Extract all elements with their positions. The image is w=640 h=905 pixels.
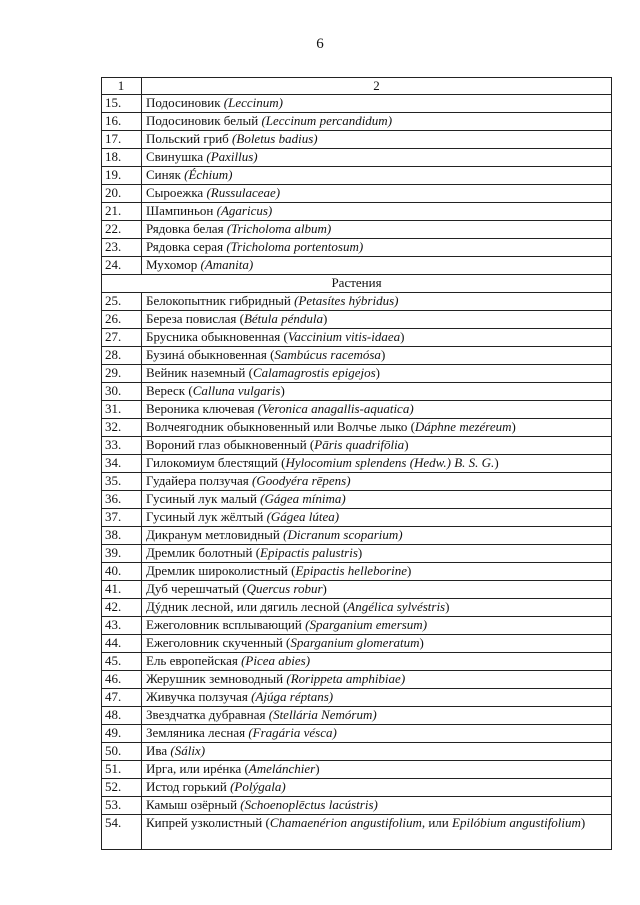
name-separator: , или — [421, 815, 452, 830]
latin-name: (Polýgala) — [230, 779, 286, 794]
latin-name: (Leccinum) — [223, 95, 283, 110]
latin-name: (Leccinum percandidum) — [261, 113, 393, 128]
table-row — [102, 815, 612, 850]
species-name-cell — [142, 149, 612, 167]
latin-name: Quercus robur — [246, 581, 323, 596]
latin-name: (Veronica anagallis-aquatica) — [257, 401, 414, 416]
table-row — [102, 329, 612, 347]
latin-name: (Ajúga réptans) — [251, 689, 334, 704]
name-suffix: ) — [375, 365, 380, 380]
latin-name: (Schoenoplēctus lacústris) — [240, 797, 378, 812]
table-row — [102, 671, 612, 689]
common-name: Белокопытник гибридный — [146, 293, 295, 308]
latin-name: Sparganium glomeratum — [290, 635, 420, 650]
common-name: Бузинá обыкновенная ( — [146, 347, 275, 362]
common-name: Вейник наземный ( — [146, 365, 253, 380]
common-name: Мухомор — [146, 257, 201, 272]
species-name-cell — [142, 239, 612, 257]
latin-name-alt: Epilóbium angustifolium — [452, 815, 581, 830]
name-suffix: ) — [357, 545, 363, 560]
latin-name: (Échium) — [184, 167, 233, 182]
row-number: 41. — [102, 581, 142, 599]
latin-name: (Rorippeta amphibiae) — [286, 671, 406, 686]
table-row — [102, 707, 612, 725]
name-suffix: ) — [445, 599, 450, 614]
species-name-cell — [142, 185, 612, 203]
table-row — [102, 653, 612, 671]
table-row — [102, 689, 612, 707]
row-number: 40. — [102, 563, 142, 581]
common-name: Земляника лесная — [146, 725, 249, 740]
table-row — [102, 617, 612, 635]
common-name: Гусиный лук жёлтый — [146, 509, 267, 524]
latin-name: Pāris quadrifōlia — [314, 437, 405, 452]
species-name-cell — [142, 581, 612, 599]
common-name: Жерушник земноводный — [146, 671, 287, 686]
row-number: 44. — [102, 635, 142, 653]
latin-name: (Tricholoma album) — [226, 221, 332, 236]
table-row — [102, 491, 612, 509]
table-row — [102, 581, 612, 599]
latin-name: Angélica sylvéstris — [347, 599, 446, 614]
table-row — [102, 239, 612, 257]
common-name: Дремлик широколистный ( — [146, 563, 296, 578]
species-name-cell — [142, 131, 612, 149]
common-name: Береза повислая ( — [146, 311, 244, 326]
latin-name: (Boletus badius) — [232, 131, 318, 146]
common-name: Свинушка — [146, 149, 207, 164]
name-suffix: ) — [380, 347, 386, 362]
row-number: 28. — [102, 347, 142, 365]
row-number: 18. — [102, 149, 142, 167]
row-number: 15. — [102, 95, 142, 113]
row-number: 30. — [102, 383, 142, 401]
common-name: Ежеголовник всплывающий — [146, 617, 306, 632]
latin-name: (Goodyéra rēpens) — [252, 473, 351, 488]
latin-name: Calluna vulgaris — [192, 383, 281, 398]
row-number: 52. — [102, 779, 142, 797]
species-name-cell — [142, 599, 612, 617]
common-name: Вероника ключевая — [146, 401, 258, 416]
common-name: Камыш озёрный — [146, 797, 241, 812]
table-row — [102, 635, 612, 653]
name-suffix: ) — [280, 383, 285, 398]
row-number: 17. — [102, 131, 142, 149]
row-number: 16. — [102, 113, 142, 131]
common-name: Вереск ( — [146, 383, 193, 398]
latin-name: (Stellária Nemórum) — [268, 707, 377, 722]
species-name-cell — [142, 725, 612, 743]
row-number: 46. — [102, 671, 142, 689]
latin-name: (Petasítes hýbridus) — [294, 293, 399, 308]
species-name-cell — [142, 617, 612, 635]
name-suffix: ) — [494, 455, 499, 470]
table-row — [102, 437, 612, 455]
common-name: Волчеягодник обыкновенный или Волчье лыко ( — [146, 419, 415, 434]
latin-name: (Sálix) — [170, 743, 206, 758]
species-name-cell — [142, 761, 612, 779]
row-number: 31. — [102, 401, 142, 419]
table-row — [102, 113, 612, 131]
row-number: 23. — [102, 239, 142, 257]
table-row — [102, 347, 612, 365]
table-row — [102, 221, 612, 239]
latin-name: (Gágea mínima) — [260, 491, 346, 506]
species-name-cell — [142, 815, 612, 850]
table-row — [102, 185, 612, 203]
common-name: Живучка ползучая — [146, 689, 252, 704]
common-name: Гусиный лук малый — [146, 491, 261, 506]
row-number: 21. — [102, 203, 142, 221]
row-number: 43. — [102, 617, 142, 635]
latin-name: Sambúcus racemósa — [274, 347, 381, 362]
common-name: Ива — [146, 743, 171, 758]
latin-name: Epipactis palustris — [260, 545, 358, 560]
row-number: 27. — [102, 329, 142, 347]
species-name-cell — [142, 473, 612, 491]
table-row — [102, 383, 612, 401]
species-name-cell — [142, 383, 612, 401]
common-name: Дикранум метловидный — [146, 527, 284, 542]
table-row — [102, 149, 612, 167]
row-number: 47. — [102, 689, 142, 707]
species-name-cell — [142, 257, 612, 275]
row-number: 32. — [102, 419, 142, 437]
table-header-row — [102, 78, 612, 95]
row-number: 33. — [102, 437, 142, 455]
common-name: Дремлик болотный ( — [146, 545, 261, 560]
table-row — [102, 527, 612, 545]
row-number: 25. — [102, 293, 142, 311]
common-name: Сыроежка — [146, 185, 207, 200]
table-row — [102, 761, 612, 779]
species-table — [101, 77, 612, 850]
latin-name: Amelánchier — [248, 761, 316, 776]
table-row — [102, 167, 612, 185]
row-number: 54. — [102, 815, 142, 850]
row-number: 26. — [102, 311, 142, 329]
species-name-cell — [142, 329, 612, 347]
row-number: 22. — [102, 221, 142, 239]
table-row — [102, 419, 612, 437]
row-number: 34. — [102, 455, 142, 473]
row-number: 36. — [102, 491, 142, 509]
common-name: Рядовка серая — [146, 239, 227, 254]
common-name: Вороний глаз обыкновенный ( — [146, 437, 315, 452]
section-row — [102, 275, 612, 293]
row-number: 48. — [102, 707, 142, 725]
common-name: Истод горький — [146, 779, 231, 794]
row-number: 24. — [102, 257, 142, 275]
latin-name: Epipactis helleborine — [295, 563, 408, 578]
species-name-cell — [142, 401, 612, 419]
row-number: 37. — [102, 509, 142, 527]
latin-name: Calamagrostis epigejos — [252, 365, 376, 380]
species-name-cell — [142, 797, 612, 815]
table-row — [102, 401, 612, 419]
latin-name: (Paxillus) — [206, 149, 258, 164]
species-name-cell — [142, 419, 612, 437]
latin-name: (Dicranum scoparium) — [283, 527, 403, 542]
latin-name: (Gágea lútea) — [266, 509, 340, 524]
table-row — [102, 203, 612, 221]
common-name: Польский гриб — [146, 131, 233, 146]
species-name-cell — [142, 347, 612, 365]
common-name: Брусника обыкновенная ( — [146, 329, 288, 344]
species-name-cell — [142, 365, 612, 383]
species-name-cell — [142, 545, 612, 563]
common-name: Ежеголовник скученный ( — [146, 635, 291, 650]
species-name-cell — [142, 743, 612, 761]
row-number: 49. — [102, 725, 142, 743]
latin-name: (Russulaceae) — [206, 185, 281, 200]
common-name: Дýдник лесной, или дягиль лесной ( — [146, 599, 348, 614]
species-name-cell — [142, 563, 612, 581]
section-title: Растения — [102, 275, 612, 293]
species-name-cell — [142, 635, 612, 653]
row-number: 39. — [102, 545, 142, 563]
species-name-cell — [142, 167, 612, 185]
table-row — [102, 455, 612, 473]
common-name: Гилокомиум блестящий ( — [146, 455, 286, 470]
common-name: Синяк — [146, 167, 185, 182]
common-name: Кипрей узколистный ( — [146, 815, 270, 830]
header-col-2: 2 — [142, 78, 612, 95]
name-suffix: ) — [580, 815, 586, 830]
row-number: 53. — [102, 797, 142, 815]
table-row — [102, 599, 612, 617]
row-number: 35. — [102, 473, 142, 491]
name-suffix: ) — [322, 581, 327, 596]
table-row — [102, 545, 612, 563]
row-number: 20. — [102, 185, 142, 203]
row-number: 42. — [102, 599, 142, 617]
name-suffix: ) — [400, 329, 405, 344]
table-row — [102, 725, 612, 743]
latin-name: Bétula péndula — [243, 311, 324, 326]
table-row — [102, 509, 612, 527]
common-name: Рядовка белая — [146, 221, 227, 236]
species-name-cell — [142, 689, 612, 707]
species-name-cell — [142, 509, 612, 527]
row-number: 38. — [102, 527, 142, 545]
species-name-cell — [142, 95, 612, 113]
common-name: Ирга, или ирéнка ( — [146, 761, 249, 776]
common-name: Дуб черешчатый ( — [146, 581, 247, 596]
table-row — [102, 257, 612, 275]
common-name: Подосиновик белый — [146, 113, 262, 128]
name-suffix: ) — [407, 563, 412, 578]
species-name-cell — [142, 221, 612, 239]
species-name-cell — [142, 527, 612, 545]
species-name-cell — [142, 455, 612, 473]
common-name: Звездчатка дубравная — [146, 707, 269, 722]
species-name-cell — [142, 311, 612, 329]
name-suffix: ) — [404, 437, 409, 452]
latin-name: (Amanita) — [200, 257, 254, 272]
latin-name: Vaccinium vitis-idaea — [287, 329, 401, 344]
latin-name: (Sparganium emersum) — [305, 617, 428, 632]
species-name-cell — [142, 203, 612, 221]
page-number: 6 — [316, 36, 324, 52]
table-row — [102, 779, 612, 797]
species-name-cell — [142, 437, 612, 455]
table-row — [102, 365, 612, 383]
table-row — [102, 311, 612, 329]
common-name: Шампиньон — [146, 203, 217, 218]
row-number: 29. — [102, 365, 142, 383]
latin-name: Dáphne mezéreum — [414, 419, 512, 434]
species-name-cell — [142, 293, 612, 311]
common-name: Подосиновик — [146, 95, 224, 110]
latin-name: Hylocomium splendens (Hedw.) B. S. G. — [285, 455, 495, 470]
species-name-cell — [142, 707, 612, 725]
header-col-1: 1 — [102, 78, 142, 95]
table-row — [102, 743, 612, 761]
table-row — [102, 131, 612, 149]
name-suffix: ) — [419, 635, 424, 650]
species-name-cell — [142, 491, 612, 509]
common-name: Ель европейская — [146, 653, 242, 668]
latin-name: (Picea abies) — [241, 653, 311, 668]
species-name-cell — [142, 113, 612, 131]
species-name-cell — [142, 779, 612, 797]
species-name-cell — [142, 671, 612, 689]
latin-name: Chamaenérion angustifolium — [269, 815, 422, 830]
name-suffix: ) — [511, 419, 516, 434]
table-row — [102, 95, 612, 113]
table-row — [102, 797, 612, 815]
latin-name: (Tricholoma portentosum) — [226, 239, 364, 254]
table-row — [102, 293, 612, 311]
common-name: Гудайера ползучая — [146, 473, 253, 488]
name-suffix: ) — [315, 761, 320, 776]
table-row — [102, 563, 612, 581]
latin-name: (Agaricus) — [216, 203, 273, 218]
table-row — [102, 473, 612, 491]
row-number: 50. — [102, 743, 142, 761]
name-suffix: ) — [323, 311, 328, 326]
species-name-cell — [142, 653, 612, 671]
latin-name: (Fragária vésca) — [248, 725, 337, 740]
row-number: 19. — [102, 167, 142, 185]
row-number: 45. — [102, 653, 142, 671]
row-number: 51. — [102, 761, 142, 779]
